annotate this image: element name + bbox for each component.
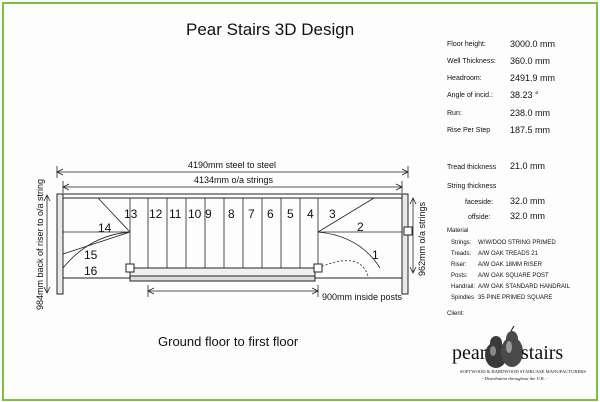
newel-post-left [126, 264, 134, 272]
step-number-1: 1 [372, 248, 379, 262]
step-number-15: 15 [84, 248, 98, 262]
spec-label-angle: Angle of incid.: [447, 92, 493, 99]
spec-value-floor-height: 3000.0 mm [510, 39, 556, 49]
newel-post-landing [404, 227, 412, 235]
page-title: Pear Stairs 3D Design [186, 20, 355, 39]
step-number-5: 5 [287, 207, 294, 221]
step-number-16: 16 [84, 264, 98, 278]
spec-label-headroom: Headroom: [447, 75, 482, 82]
pear-logo-icon [485, 326, 523, 368]
material-heading: Material [447, 228, 469, 234]
material-value-riser: A/W OAK 18MM RISER [478, 262, 543, 268]
spec-value-rise: 187.5 mm [510, 125, 551, 135]
string-thickness-label: String thickness [447, 183, 497, 190]
faceside-value: 32.0 mm [510, 196, 546, 206]
spec-value-headroom: 2491.9 mm [510, 73, 556, 83]
spec-label-floor-height: Floor height: [447, 41, 486, 48]
drawing-caption: Ground floor to first floor [158, 334, 299, 349]
step-number-3: 3 [329, 207, 336, 221]
step-number-8: 8 [228, 207, 235, 221]
material-label-riser: Riser: [451, 262, 467, 268]
spec-value-angle: 38.23 ° [510, 90, 539, 100]
offside-label: offside: [468, 214, 491, 221]
material-label-strings: Strings: [451, 240, 472, 246]
material-label-spindles: Spindles [451, 295, 475, 301]
step-number-9: 9 [205, 207, 212, 221]
step-number-7: 7 [248, 207, 255, 221]
step-number-14: 14 [98, 221, 112, 235]
spec-label-well-thickness: Well Thickness: [447, 58, 496, 65]
spec-value-well-thickness: 360.0 mm [510, 56, 551, 66]
step-number-6: 6 [267, 207, 274, 221]
step-number-12: 12 [149, 207, 163, 221]
material-label-handrail: Handrail: [451, 284, 476, 290]
logo-subtitle-distribution: - Distribution throughout the U.K. - [482, 376, 548, 381]
logo-text-stairs: stairs [521, 342, 564, 364]
tread-thickness-label: Tread thickness [447, 164, 497, 171]
dimension-text-right: 962mm o/a strings [417, 201, 427, 276]
step-number-2: 2 [357, 220, 364, 234]
material-value-handrail: A/W OAK STANDARD HANDRAIL [478, 284, 570, 290]
material-value-posts: A/W OAK SQUARE POST [478, 273, 549, 279]
material-value-strings: W/W/DOO STRING PRIMED [478, 240, 556, 246]
step-number-10: 10 [188, 207, 202, 221]
newel-post-right [314, 264, 322, 272]
client-label: Client: [447, 311, 465, 317]
logo-text-pear: pear [452, 342, 487, 364]
dimension-text-bottom: 900mm inside posts [322, 292, 403, 302]
spec-label-run: Run: [447, 110, 462, 117]
material-label-posts: Posts: [451, 273, 468, 279]
offside-value: 32.0 mm [510, 211, 546, 221]
material-value-treads: A/W OAK TREADS 21 [478, 251, 538, 257]
step-number-4: 4 [307, 207, 314, 221]
material-value-spindles: 35 PINE PRIMED SQUARE [478, 295, 553, 301]
logo-subtitle: SOFTWOOD & HARDWOOD STAIRCASE MANUFACTURERS [460, 369, 586, 374]
spec-value-run: 238.0 mm [510, 108, 551, 118]
dimension-text-strings: 4134mm o/a strings [194, 175, 274, 185]
faceside-label: faceside: [465, 199, 494, 206]
step-number-11: 11 [169, 207, 182, 221]
tread-thickness-value: 21.0 mm [510, 161, 546, 171]
spec-label-rise: Rise Per Step [447, 127, 491, 134]
material-label-treads: Treads: [451, 251, 472, 257]
step-number-13: 13 [124, 207, 138, 221]
dimension-text-top: 4190mm steel to steel [188, 160, 277, 170]
handrail [130, 268, 315, 276]
dimension-text-left: 984mm back of riser to o/a string [35, 178, 45, 310]
